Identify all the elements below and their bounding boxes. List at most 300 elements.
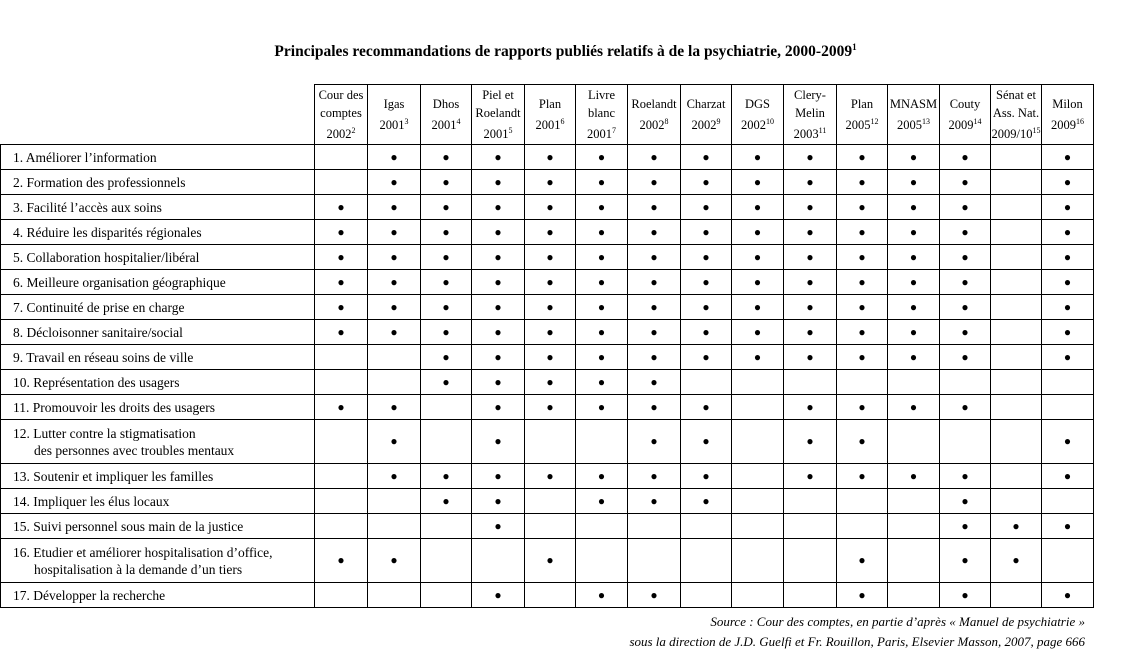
header-blank [1, 85, 315, 145]
table-row [1, 464, 1094, 489]
empty-cell [991, 464, 1042, 489]
row-label-line: des personnes avec troubles mentaux [34, 442, 235, 458]
year-text: 2005 [845, 118, 871, 133]
mark-cell: ● [681, 395, 732, 420]
year-text: 2001 [431, 118, 457, 133]
empty-cell [837, 489, 888, 514]
row-label [1, 464, 315, 489]
mark-cell: ● [628, 270, 681, 295]
mark-cell: ● [576, 489, 628, 514]
column-year [421, 113, 471, 134]
mark-cell: ● [991, 514, 1042, 539]
column-name: Charzat [686, 96, 726, 111]
column-year [576, 122, 627, 143]
mark-cell: ● [472, 220, 525, 245]
table-row [1, 420, 1094, 464]
empty-cell [1042, 489, 1094, 514]
table-row [1, 345, 1094, 370]
mark-cell: ● [940, 345, 991, 370]
mark-cell: ● [940, 245, 991, 270]
column-name: Piel et Roelandt [475, 87, 521, 120]
mark-cell: ● [368, 245, 421, 270]
mark-cell: ● [525, 170, 576, 195]
mark-cell: ● [628, 370, 681, 395]
empty-cell [421, 539, 472, 583]
empty-cell [732, 395, 784, 420]
row-label-line: 12. Lutter contre la stigmatisation [13, 425, 196, 441]
header-row [1, 85, 1094, 145]
mark-cell: ● [576, 145, 628, 170]
table-row [1, 295, 1094, 320]
mark-cell: ● [525, 464, 576, 489]
row-label [1, 245, 315, 270]
empty-cell [888, 514, 940, 539]
empty-cell [315, 170, 368, 195]
empty-cell [991, 345, 1042, 370]
mark-cell: ● [315, 295, 368, 320]
empty-cell [576, 539, 628, 583]
mark-cell: ● [628, 220, 681, 245]
mark-cell: ● [472, 464, 525, 489]
empty-cell [525, 420, 576, 464]
column-name: Couty [949, 96, 981, 111]
empty-cell [315, 145, 368, 170]
empty-cell [991, 320, 1042, 345]
mark-cell: ● [681, 170, 732, 195]
recommendations-table [0, 84, 1094, 608]
column-header [472, 85, 525, 145]
mark-cell: ● [940, 539, 991, 583]
mark-cell: ● [837, 539, 888, 583]
mark-cell: ● [472, 583, 525, 608]
mark-cell: ● [472, 345, 525, 370]
column-header [837, 85, 888, 145]
column-name: Dhos [432, 96, 460, 111]
empty-cell [628, 514, 681, 539]
column-header [421, 85, 472, 145]
empty-cell [732, 514, 784, 539]
row-label-line: 5. Collaboration hospitalier/libéral [13, 249, 200, 265]
title-text: Principales recommandations de rapports publiés relatifs à de la psychiatrie, 2000-2009 [274, 43, 853, 61]
mark-cell: ● [472, 245, 525, 270]
mark-cell: ● [681, 420, 732, 464]
mark-cell: ● [628, 295, 681, 320]
mark-cell: ● [628, 489, 681, 514]
column-year [525, 113, 575, 134]
footnote-ref: 9 [716, 116, 721, 126]
mark-cell: ● [732, 345, 784, 370]
mark-cell: ● [628, 320, 681, 345]
mark-cell: ● [1042, 245, 1094, 270]
mark-cell: ● [1042, 170, 1094, 195]
column-header [368, 85, 421, 145]
mark-cell: ● [888, 464, 940, 489]
mark-cell: ● [421, 220, 472, 245]
column-year [368, 113, 420, 134]
table-row [1, 245, 1094, 270]
mark-cell: ● [421, 345, 472, 370]
footnote-ref: 4 [456, 116, 461, 126]
row-label-line: 10. Représentation des usagers [13, 374, 180, 390]
mark-cell: ● [784, 395, 837, 420]
empty-cell [940, 420, 991, 464]
empty-cell [888, 370, 940, 395]
mark-cell: ● [940, 514, 991, 539]
column-year [837, 113, 887, 134]
mark-cell: ● [368, 220, 421, 245]
mark-cell: ● [732, 220, 784, 245]
empty-cell [888, 489, 940, 514]
column-header [628, 85, 681, 145]
mark-cell: ● [784, 220, 837, 245]
footnote-ref: 11 [818, 125, 827, 135]
column-name: Sénat et Ass. Nat. [992, 87, 1040, 120]
mark-cell: ● [837, 295, 888, 320]
empty-cell [525, 514, 576, 539]
year-text: 2009/10 [991, 127, 1033, 142]
empty-cell [991, 583, 1042, 608]
empty-cell [315, 464, 368, 489]
column-name: MNASM [889, 96, 938, 111]
mark-cell: ● [525, 345, 576, 370]
mark-cell: ● [576, 345, 628, 370]
mark-cell: ● [681, 489, 732, 514]
mark-cell: ● [525, 395, 576, 420]
mark-cell: ● [991, 539, 1042, 583]
mark-cell: ● [472, 395, 525, 420]
mark-cell: ● [421, 195, 472, 220]
column-year [940, 113, 990, 134]
mark-cell: ● [421, 295, 472, 320]
empty-cell [837, 514, 888, 539]
mark-cell: ● [1042, 320, 1094, 345]
mark-cell: ● [628, 145, 681, 170]
mark-cell: ● [525, 245, 576, 270]
mark-cell: ● [888, 195, 940, 220]
row-label [1, 295, 315, 320]
column-year [681, 113, 731, 134]
empty-cell [784, 514, 837, 539]
mark-cell: ● [784, 245, 837, 270]
empty-cell [315, 514, 368, 539]
column-header [681, 85, 732, 145]
footnote-ref: 8 [664, 116, 669, 126]
column-header [940, 85, 991, 145]
mark-cell: ● [576, 220, 628, 245]
table-title [0, 42, 1131, 61]
mark-cell: ● [681, 320, 732, 345]
mark-cell: ● [368, 539, 421, 583]
empty-cell [368, 370, 421, 395]
column-year [991, 122, 1041, 143]
empty-cell [576, 420, 628, 464]
mark-cell: ● [888, 320, 940, 345]
empty-cell [681, 539, 732, 583]
mark-cell: ● [784, 345, 837, 370]
mark-cell: ● [525, 270, 576, 295]
year-text: 2001 [587, 127, 612, 142]
table-row [1, 370, 1094, 395]
table-row [1, 195, 1094, 220]
mark-cell: ● [315, 220, 368, 245]
footnote-ref: 5 [508, 125, 513, 135]
source-line-2: sous la direction de J.D. Guelfi et Fr. Rouillon, Paris, Elsevier Masson, 2007, page 666 [629, 634, 1085, 649]
mark-cell: ● [681, 145, 732, 170]
mark-cell: ● [576, 295, 628, 320]
mark-cell: ● [888, 395, 940, 420]
empty-cell [888, 539, 940, 583]
mark-cell: ● [732, 195, 784, 220]
mark-cell: ● [681, 195, 732, 220]
mark-cell: ● [368, 270, 421, 295]
mark-cell: ● [421, 270, 472, 295]
row-label [1, 195, 315, 220]
empty-cell [732, 489, 784, 514]
mark-cell: ● [888, 270, 940, 295]
empty-cell [991, 295, 1042, 320]
year-text: 2009 [1051, 118, 1076, 133]
mark-cell: ● [940, 145, 991, 170]
column-name: Cour des comptes [318, 87, 364, 120]
column-name: Roelandt [631, 96, 677, 111]
mark-cell: ● [1042, 195, 1094, 220]
table-row [1, 170, 1094, 195]
mark-cell: ● [837, 395, 888, 420]
row-label-line: 17. Développer la recherche [13, 587, 166, 603]
column-header [315, 85, 368, 145]
mark-cell: ● [576, 270, 628, 295]
empty-cell [784, 489, 837, 514]
row-label-line: 13. Soutenir et impliquer les familles [13, 468, 214, 484]
mark-cell: ● [576, 195, 628, 220]
empty-cell [991, 370, 1042, 395]
column-year [628, 113, 680, 134]
mark-cell: ● [315, 320, 368, 345]
mark-cell: ● [315, 270, 368, 295]
empty-cell [991, 245, 1042, 270]
empty-cell [681, 514, 732, 539]
mark-cell: ● [1042, 583, 1094, 608]
mark-cell: ● [732, 245, 784, 270]
mark-cell: ● [1042, 270, 1094, 295]
empty-cell [525, 489, 576, 514]
mark-cell: ● [628, 583, 681, 608]
mark-cell: ● [681, 345, 732, 370]
row-label [1, 345, 315, 370]
mark-cell: ● [940, 195, 991, 220]
empty-cell [472, 539, 525, 583]
mark-cell: ● [525, 220, 576, 245]
mark-cell: ● [1042, 295, 1094, 320]
mark-cell: ● [940, 464, 991, 489]
row-label-line: 15. Suivi personnel sous main de la justice [13, 518, 244, 534]
mark-cell: ● [888, 295, 940, 320]
mark-cell: ● [837, 145, 888, 170]
empty-cell [991, 489, 1042, 514]
empty-cell [940, 370, 991, 395]
mark-cell: ● [525, 539, 576, 583]
empty-cell [837, 370, 888, 395]
mark-cell: ● [368, 145, 421, 170]
table-row [1, 539, 1094, 583]
mark-cell: ● [472, 489, 525, 514]
mark-cell: ● [315, 539, 368, 583]
column-header [732, 85, 784, 145]
column-year [472, 122, 524, 143]
row-label [1, 370, 315, 395]
mark-cell: ● [525, 295, 576, 320]
empty-cell [991, 195, 1042, 220]
empty-cell [368, 345, 421, 370]
year-text: 2001 [379, 118, 405, 133]
mark-cell: ● [732, 295, 784, 320]
mark-cell: ● [421, 320, 472, 345]
mark-cell: ● [940, 395, 991, 420]
mark-cell: ● [732, 270, 784, 295]
mark-cell: ● [315, 195, 368, 220]
mark-cell: ● [472, 195, 525, 220]
table-row [1, 145, 1094, 170]
mark-cell: ● [525, 320, 576, 345]
mark-cell: ● [421, 170, 472, 195]
mark-cell: ● [368, 464, 421, 489]
column-header [784, 85, 837, 145]
mark-cell: ● [525, 370, 576, 395]
mark-cell: ● [888, 170, 940, 195]
mark-cell: ● [368, 420, 421, 464]
mark-cell: ● [368, 320, 421, 345]
column-name: Igas [383, 96, 405, 111]
empty-cell [421, 514, 472, 539]
year-text: 2002 [326, 127, 352, 142]
table-row [1, 320, 1094, 345]
mark-cell: ● [628, 345, 681, 370]
row-label-line: 6. Meilleure organisation géographique [13, 274, 226, 290]
column-name: Plan [538, 96, 562, 111]
mark-cell: ● [576, 320, 628, 345]
mark-cell: ● [576, 464, 628, 489]
mark-cell: ● [681, 270, 732, 295]
empty-cell [784, 370, 837, 395]
mark-cell: ● [784, 420, 837, 464]
footnote-ref: 2 [351, 125, 356, 135]
mark-cell: ● [368, 395, 421, 420]
mark-cell: ● [888, 220, 940, 245]
column-name: Milon [1052, 96, 1083, 111]
year-text: 2001 [535, 118, 561, 133]
empty-cell [991, 395, 1042, 420]
empty-cell [991, 170, 1042, 195]
year-text: 2005 [897, 118, 922, 133]
mark-cell: ● [837, 195, 888, 220]
mark-cell: ● [576, 170, 628, 195]
mark-cell: ● [784, 464, 837, 489]
title-footnote: 1 [852, 42, 857, 52]
year-text: 2002 [691, 118, 717, 133]
table-row [1, 220, 1094, 245]
footnote-ref: 12 [870, 116, 879, 126]
empty-cell [1042, 370, 1094, 395]
mark-cell: ● [681, 464, 732, 489]
column-header [991, 85, 1042, 145]
mark-cell: ● [472, 270, 525, 295]
mark-cell: ● [472, 170, 525, 195]
row-label-line: 16. Etudier et améliorer hospitalisation d’office, [13, 544, 273, 560]
row-label-line: 7. Continuité de prise en charge [13, 299, 185, 315]
empty-cell [315, 345, 368, 370]
row-label-line: 1. Améliorer l’information [13, 149, 157, 165]
mark-cell: ● [837, 583, 888, 608]
mark-cell: ● [940, 583, 991, 608]
year-text: 2002 [741, 118, 766, 133]
footnote-ref: 7 [612, 125, 616, 135]
mark-cell: ● [1042, 464, 1094, 489]
mark-cell: ● [681, 295, 732, 320]
mark-cell: ● [940, 320, 991, 345]
row-label [1, 420, 315, 464]
column-year [732, 113, 783, 134]
mark-cell: ● [576, 245, 628, 270]
mark-cell: ● [1042, 145, 1094, 170]
mark-cell: ● [628, 170, 681, 195]
mark-cell: ● [837, 245, 888, 270]
row-label [1, 145, 315, 170]
mark-cell: ● [421, 245, 472, 270]
mark-cell: ● [472, 370, 525, 395]
table-row [1, 395, 1094, 420]
mark-cell: ● [628, 464, 681, 489]
mark-cell: ● [940, 220, 991, 245]
row-label [1, 395, 315, 420]
mark-cell: ● [940, 489, 991, 514]
mark-cell: ● [628, 195, 681, 220]
mark-cell: ● [888, 345, 940, 370]
mark-cell: ● [940, 295, 991, 320]
row-label-line: 8. Décloisonner sanitaire/social [13, 324, 183, 340]
mark-cell: ● [1042, 345, 1094, 370]
mark-cell: ● [784, 270, 837, 295]
table-row [1, 489, 1094, 514]
mark-cell: ● [472, 514, 525, 539]
mark-cell: ● [784, 145, 837, 170]
mark-cell: ● [732, 320, 784, 345]
year-text: 2009 [948, 118, 974, 133]
empty-cell [1042, 395, 1094, 420]
mark-cell: ● [472, 145, 525, 170]
row-label [1, 583, 315, 608]
empty-cell [315, 583, 368, 608]
empty-cell [681, 370, 732, 395]
empty-cell [732, 420, 784, 464]
footnote-ref: 3 [404, 116, 409, 126]
mark-cell: ● [837, 170, 888, 195]
mark-cell: ● [1042, 420, 1094, 464]
mark-cell: ● [837, 220, 888, 245]
footnote-ref: 14 [973, 116, 982, 126]
mark-cell: ● [421, 370, 472, 395]
empty-cell [525, 583, 576, 608]
mark-cell: ● [837, 464, 888, 489]
mark-cell: ● [315, 245, 368, 270]
mark-cell: ● [784, 195, 837, 220]
footnote-ref: 6 [560, 116, 565, 126]
year-text: 2002 [639, 118, 665, 133]
mark-cell: ● [784, 170, 837, 195]
column-name: Plan [850, 96, 874, 111]
mark-cell: ● [421, 464, 472, 489]
row-label-line: 4. Réduire les disparités régionales [13, 224, 202, 240]
footnote-ref: 15 [1032, 125, 1041, 135]
